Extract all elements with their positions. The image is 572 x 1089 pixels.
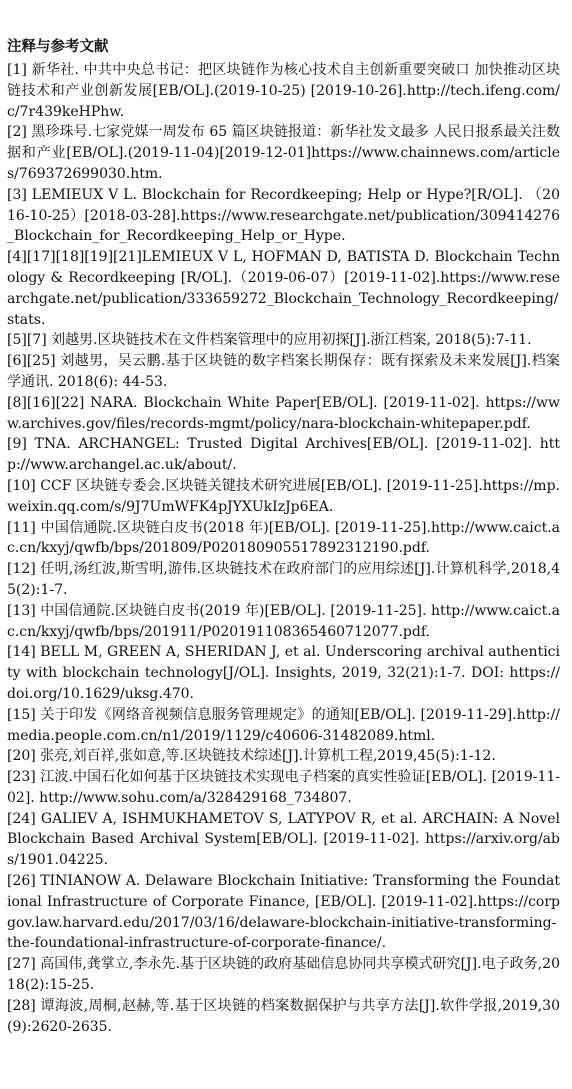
reference-item: [2] 黑珍珠号.七家党媒一周发布 65 篇区块链报道：新华社发文最多 人民日报系最关注数据和产业[EB/OL].(2019-11-04)[2019-12-01]https://www.chainnews.com/articles/769372699030.htm. bbox=[7, 124, 560, 182]
reference-list bbox=[7, 60, 560, 1037]
reference-item: [5][7] 刘越男.区块链技术在文件档案管理中的应用初探[J].浙江档案, 2018(5):7-11. bbox=[7, 332, 532, 349]
section-heading: 注释与参考文献 bbox=[7, 39, 109, 55]
reference-item: [3] LEMIEUX V L. Blockchain for Recordkeeping; Help or Hype?[R/OL]. （2016-10-25）[2018-03-28].https://www.researchgate.net/publication/309414276_Blockchain_for_Recordkeeping_Help_or_Hype. bbox=[7, 186, 560, 245]
reference-item: [27] 高国伟,龚掌立,李永先.基于区块链的政府基础信息协同共享模式研究[J].电子政务,2018(2):15-25. bbox=[7, 956, 560, 994]
reference-item: [14] BELL M, GREEN A, SHERIDAN J, et al. Underscoring archival authenticity with blockchain technology[J/OL]. Insights, 2019, 32(21):1-7. DOI: https://doi.org/10.1629/uksg.470. bbox=[7, 644, 560, 702]
reference-item: [8][16][22] NARA. Blockchain White Paper[EB/OL]. [2019-11-02]. https://www.archives.gov/files/records-mgmt/policy/nara-blockchain-whitepaper.pdf. bbox=[7, 394, 560, 432]
reference-item: [12] 任明,汤红波,斯雪明,游伟.区块链技术在政府部门的应用综述[J].计算机科学,2018,45(2):1-7. bbox=[7, 561, 560, 598]
reference-item: [23] 江波.中国石化如何基于区块链技术实现电子档案的真实性验证[EB/OL]. [2019-11-02]. http://www.sohu.com/a/328429168_734807. bbox=[7, 769, 560, 806]
reference-item: [4][17][18][19][21]LEMIEUX V L, HOFMAN D, BATISTA D. Blockchain Technology & Recordkeeping [R/OL].（2019-06-07）[2019-11-02].https://www.researchgate.net/publication/333659272_Blockchain_Technology_Recordkeeping/stats. bbox=[7, 249, 560, 328]
reference-item: [1] 新华社. 中共中央总书记：把区块链作为核心技术自主创新重要突破口 加快推动区块链技术和产业创新发展[EB/OL].(2019-10-25) [2019-10-26].http://tech.ifeng.com/c/7r439keHPhw. bbox=[7, 62, 560, 120]
reference-item: [24] GALIEV A, ISHMUKHAMETOV S, LATYPOV R, et al. ARCHAIN: A Novel Blockchain Based Archival System[EB/OL]. [2019-11-02]. https://arxiv.org/abs/1901.04225. bbox=[7, 810, 560, 869]
reference-item: [9] TNA. ARCHANGEL: Trusted Digital Archives[EB/OL]. [2019-11-02]. http://www.archangel.ac.uk/about/. bbox=[7, 436, 560, 474]
reference-item: [28] 谭海波,周桐,赵赫,等.基于区块链的档案数据保护与共享方法[J].软件学报,2019,30(9):2620-2635. bbox=[7, 997, 560, 1035]
reference-item: [15] 关于印发《网络音视频信息服务管理规定》的通知[EB/OL]. [2019-11-29].http://media.people.com.cn/n1/2019/1129/c40606-31482089.html. bbox=[7, 706, 560, 744]
reference-item: [13] 中国信通院.区块链白皮书(2019 年)[EB/OL]. [2019-11-25]. http://www.caict.ac.cn/kxyj/qwfb/bps/201911/P020191108365460712077.pdf. bbox=[7, 602, 560, 640]
reference-item: [10] CCF 区块链专委会.区块链关键技术研究进展[EB/OL]. [2019-11-25].https://mp.weixin.qq.com/s/9J7UmWFK4pJYXUkIzJp6EA. bbox=[7, 477, 560, 515]
reference-item: [6][25] 刘越男，吴云鹏.基于区块链的数字档案长期保存：既有探索及未来发展[J].档案学通讯. 2018(6): 44-53. bbox=[7, 353, 560, 390]
reference-item: [26] TINIANOW A. Delaware Blockchain Initiative: Transforming the Foundational Infrastructure of Corporate Finance, [EB/OL]. [2019-11-02].https://corpgov.law.harvard.edu/2017/03/16/delaware-blockchain-initiative-transforming-the-foundational-infrastructure-of-corporate-finance/. bbox=[7, 873, 560, 952]
reference-item: [11] 中国信通院.区块链白皮书(2018 年)[EB/OL]. [2019-11-25].http://www.caict.ac.cn/kxyj/qwfb/bps/201809/P020180905517892312190.pdf. bbox=[7, 519, 560, 557]
reference-item: [20] 张亮,刘百祥,张如意,等.区块链技术综述[J].计算机工程,2019,45(5):1-12. bbox=[7, 748, 496, 765]
